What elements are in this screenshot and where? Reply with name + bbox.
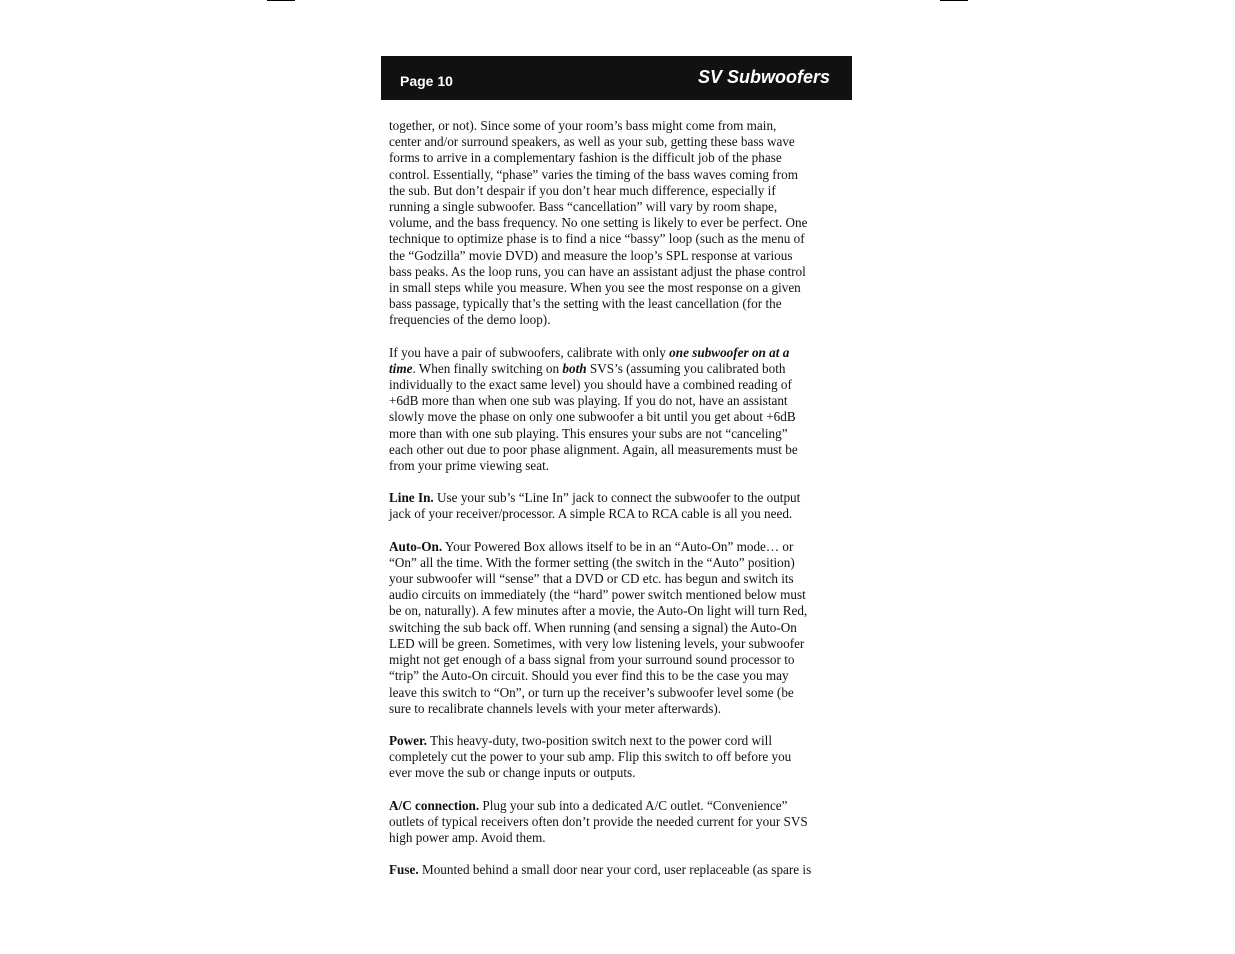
paragraph-pair-subwoofers bbox=[389, 345, 851, 475]
text-line: bass passage, typically that’s the setting with the least cancellation (for the bbox=[389, 296, 782, 312]
document-body bbox=[389, 118, 851, 878]
text-line: switching the sub back off. When running (and sensing a signal) the Auto-On bbox=[389, 619, 797, 635]
crop-mark-left bbox=[267, 0, 295, 1]
text-line: Line In. Use your sub’s “Line In” jack to connect the subwoofer to the output bbox=[389, 490, 801, 506]
text-line: +6dB more than when one sub was playing. If you do not, have an assistant bbox=[389, 393, 788, 409]
page-header bbox=[381, 56, 852, 100]
text-line: your subwoofer will “sense” that a DVD or CD etc. has begun and switch its bbox=[389, 571, 794, 587]
text-line: LED will be green. Sometimes, with very low listening levels, your subwoofer bbox=[389, 635, 805, 651]
section-heading: Fuse. bbox=[389, 862, 419, 878]
paragraph-power bbox=[389, 733, 851, 782]
text-line: running a single subwoofer. Bass “cancellation” will vary by room shape, bbox=[389, 199, 778, 215]
paragraph-phase bbox=[389, 118, 851, 329]
text-line: Fuse. Mounted behind a small door near your cord, user replaceable (as spare is bbox=[389, 862, 812, 878]
emphasis-text: time bbox=[389, 360, 413, 376]
section-heading: A/C connection. bbox=[389, 797, 480, 813]
text-line: in small steps while you measure. When you see the most response on a given bbox=[389, 280, 801, 296]
text-line: “trip” the Auto-On circuit. Should you ever find this to be the case you may bbox=[389, 668, 789, 684]
text-line: If you have a pair of subwoofers, calibrate with only one subwoofer on at a bbox=[389, 344, 790, 360]
text-line: audio circuits on immediately (the “hard” power switch mentioned below must bbox=[389, 587, 806, 603]
text-line: sure to recalibrate channels levels with your meter afterwards). bbox=[389, 700, 722, 716]
text-line: technique to optimize phase is to find a nice “bassy” loop (such as the menu of bbox=[389, 231, 805, 247]
crop-mark-right bbox=[940, 0, 968, 1]
page-number: Page 10 bbox=[400, 73, 453, 89]
text-line: each other out due to poor phase alignment. Again, all measurements must be bbox=[389, 441, 798, 457]
text-line: “On” all the time. With the former setting (the switch in the “Auto” position) bbox=[389, 554, 795, 570]
emphasis-text: both bbox=[562, 360, 587, 376]
text-line: high power amp. Avoid them. bbox=[389, 829, 546, 845]
text-line: time. When finally switching on both SVS’s (assuming you calibrated both bbox=[389, 360, 786, 376]
paragraph-ac-connection bbox=[389, 798, 851, 847]
text-line: forms to arrive in a complementary fashion is the difficult job of the phase bbox=[389, 150, 782, 166]
text-line: center and/or surround speakers, as well as your sub, getting these bass wave bbox=[389, 134, 795, 150]
text-line: A/C connection. Plug your sub into a dedicated A/C outlet. “Convenience” bbox=[389, 797, 788, 813]
text-line: together, or not). Since some of your room’s bass might come from main, bbox=[389, 118, 777, 133]
text-line: slowly move the phase on only one subwoofer a bit until you get about +6dB bbox=[389, 409, 796, 425]
text-line: be on, naturally). A few minutes after a movie, the Auto-On light will turn Red, bbox=[389, 603, 808, 619]
text-line: frequencies of the demo loop). bbox=[389, 312, 551, 328]
section-heading: Line In. bbox=[389, 490, 434, 506]
emphasis-text: one subwoofer on at a bbox=[669, 344, 790, 360]
section-heading: Auto-On. bbox=[389, 538, 443, 554]
text-line: might not get enough of a bass signal from your surround sound processor to bbox=[389, 652, 795, 668]
text-line: more than with one sub playing. This ensures your subs are not “canceling” bbox=[389, 425, 788, 441]
text-line: Power. This heavy-duty, two-position switch next to the power cord will bbox=[389, 732, 772, 748]
text-line: leave this switch to “On”, or turn up the receiver’s subwoofer level some (be bbox=[389, 684, 794, 700]
text-line: volume, and the bass frequency. No one setting is likely to ever be perfect. One bbox=[389, 215, 808, 231]
text-line: outlets of typical receivers often don’t provide the needed current for your SVS bbox=[389, 813, 808, 829]
text-line: bass peaks. As the loop runs, you can have an assistant adjust the phase control bbox=[389, 263, 806, 279]
paragraph-auto-on bbox=[389, 539, 851, 717]
paragraph-line-in bbox=[389, 490, 851, 522]
text-line: completely cut the power to your sub amp. Flip this switch to off before you bbox=[389, 749, 792, 765]
text-line: individually to the exact same level) you should have a combined reading of bbox=[389, 377, 792, 393]
section-heading: Power. bbox=[389, 732, 427, 748]
brand-title: SV Subwoofers bbox=[697, 67, 830, 87]
text-line: the “Godzilla” movie DVD) and measure the loop’s SPL response at various bbox=[389, 247, 793, 263]
text-line: from your prime viewing seat. bbox=[389, 458, 550, 474]
text-line: ever move the sub or change inputs or outputs. bbox=[389, 765, 636, 781]
text-line: control. Essentially, “phase” varies the timing of the bass waves coming from bbox=[389, 166, 798, 182]
paragraph-fuse bbox=[389, 862, 851, 878]
text-line: the sub. But don’t despair if you don’t hear much difference, especially if bbox=[389, 182, 776, 198]
text-line: Auto-On. Your Powered Box allows itself to be in an “Auto-On” mode… or bbox=[389, 538, 794, 554]
text-line: jack of your receiver/processor. A simple RCA to RCA cable is all you need. bbox=[389, 506, 793, 522]
